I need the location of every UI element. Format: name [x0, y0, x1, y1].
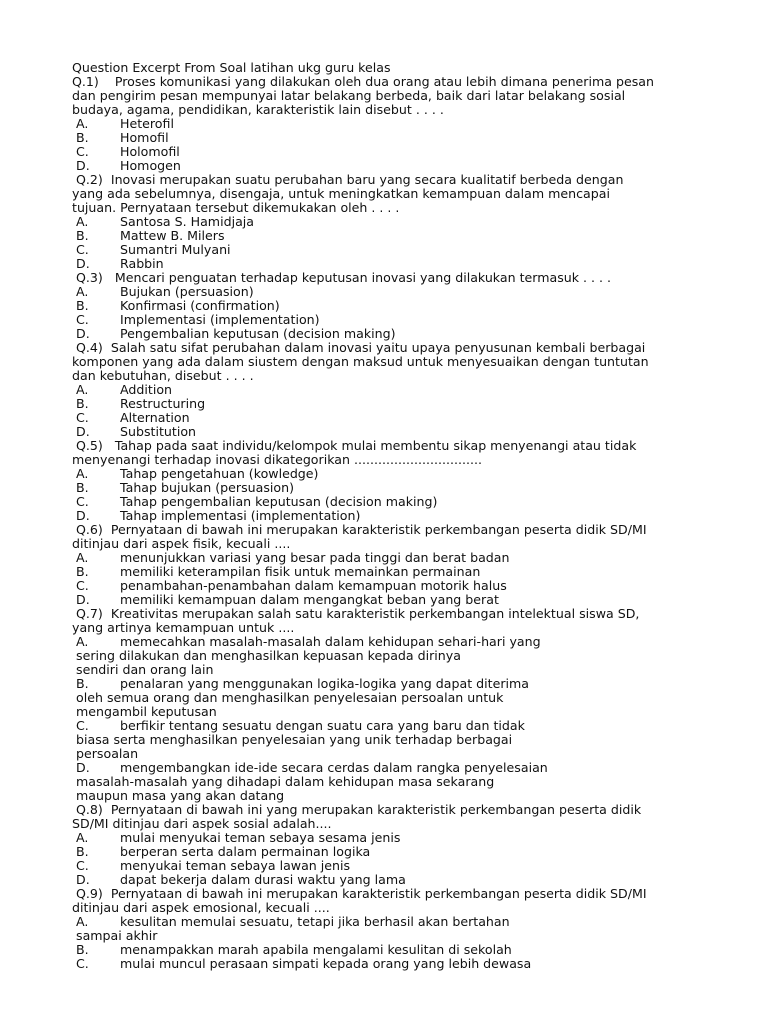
option-continuation-line: oleh semua orang dan menghasilkan penyelesaian persoalan untuk [72, 690, 504, 705]
answer-option [72, 481, 722, 495]
option-text: memiliki keterampilan fisik untuk memainkan permainan [120, 564, 481, 579]
option-letter: D. [76, 256, 90, 271]
question-text-line: Q.2) Inovasi merupakan suatu perubahan baru yang secara kualitatif berbeda dengan [72, 172, 624, 187]
option-letter: C. [76, 494, 89, 509]
question-block [72, 439, 722, 523]
answer-option [72, 873, 722, 887]
answer-option [72, 117, 722, 131]
option-continuation-line: maupun masa yang akan datang [72, 788, 285, 803]
option-letter: C. [76, 858, 89, 873]
document-title: Question Excerpt From Soal latihan ukg guru kelas [72, 60, 391, 75]
option-text: menunjukkan variasi yang besar pada tinggi dan berat badan [120, 550, 510, 565]
option-letter: A. [76, 634, 89, 649]
option-text: berperan serta dalam permainan logika [120, 844, 371, 859]
option-text: berfikir tentang sesuatu dengan suatu cara yang baru dan tidak [120, 718, 525, 733]
option-text: Konfirmasi (confirmation) [120, 298, 280, 313]
option-continuation-line: masalah-masalah yang dihadapi dalam kehidupan masa sekarang [72, 774, 495, 789]
question-text-line: Q.4) Salah satu sifat perubahan dalam inovasi yaitu upaya penyusunan kembali berbagai [72, 340, 646, 355]
question-block [72, 75, 722, 173]
question-text-line: yang ada sebelumnya, disengaja, untuk meningkatkan kemampuan dalam mencapai [72, 186, 610, 201]
option-letter: A. [76, 284, 89, 299]
option-text: Tahap implementasi (implementation) [120, 508, 361, 523]
question-list [72, 75, 722, 971]
answer-option [72, 131, 722, 145]
option-letter: D. [76, 326, 90, 341]
option-letter: D. [76, 158, 90, 173]
question-block [72, 271, 722, 341]
option-text: Mattew B. Milers [120, 228, 225, 243]
answer-option [72, 159, 722, 173]
option-letter: D. [76, 508, 90, 523]
answer-option [72, 551, 722, 565]
question-text-line: Q.8) Pernyataan di bawah ini yang merupakan karakteristik perkembangan peserta didik [72, 802, 642, 817]
answer-option [72, 243, 722, 257]
option-letter: A. [76, 116, 89, 131]
answer-option [72, 509, 722, 523]
option-text: Alternation [120, 410, 190, 425]
question-block [72, 887, 722, 971]
answer-option [72, 845, 722, 859]
question-text-line: tujuan. Pernyataan tersebut dikemukakan oleh . . . . [72, 200, 400, 215]
option-letter: D. [76, 592, 90, 607]
answer-option [72, 677, 722, 691]
answer-option [72, 425, 722, 439]
answer-option [72, 411, 722, 425]
option-letter: B. [76, 298, 89, 313]
option-text: menampakkan marah apabila mengalami kesulitan di sekolah [120, 942, 512, 957]
option-letter: C. [76, 312, 89, 327]
option-text: Santosa S. Hamidjaja [120, 214, 254, 229]
question-block [72, 523, 722, 607]
answer-option [72, 495, 722, 509]
option-continuation-line: sendiri dan orang lain [72, 662, 214, 677]
question-text-line: Q.9) Pernyataan di bawah ini merupakan karakteristik perkembangan peserta didik SD/MI [72, 886, 647, 901]
question-block [72, 341, 722, 439]
option-text: Rabbin [120, 256, 164, 271]
option-letter: C. [76, 578, 89, 593]
answer-option [72, 257, 722, 271]
option-letter: B. [76, 130, 89, 145]
option-letter: C. [76, 718, 89, 733]
option-letter: C. [76, 242, 89, 257]
answer-option [72, 915, 722, 929]
option-text: penalaran yang menggunakan logika-logika yang dapat diterima [120, 676, 530, 691]
option-text: Holomofil [120, 144, 180, 159]
option-letter: B. [76, 942, 89, 957]
answer-option [72, 593, 722, 607]
question-text-line: ditinjau dari aspek fisik, kecuali .... [72, 536, 291, 551]
question-text-line: Q.7) Kreativitas merupakan salah satu karakteristik perkembangan intelektual siswa SD, [72, 606, 640, 621]
option-text: Pengembalian keputusan (decision making) [120, 326, 396, 341]
answer-option [72, 831, 722, 845]
question-block [72, 607, 722, 803]
answer-option [72, 327, 722, 341]
option-text: Restructuring [120, 396, 206, 411]
option-letter: A. [76, 214, 89, 229]
option-letter: A. [76, 550, 89, 565]
option-text: memecahkan masalah-masalah dalam kehidupan sehari-hari yang [120, 634, 541, 649]
answer-option [72, 467, 722, 481]
question-block [72, 803, 722, 887]
option-letter: A. [76, 466, 89, 481]
option-letter: A. [76, 382, 89, 397]
option-letter: D. [76, 760, 90, 775]
answer-option [72, 719, 722, 733]
question-text-line: komponen yang ada dalam siustem dengan maksud untuk menyesuaikan dengan tuntutan [72, 354, 649, 369]
option-text: Sumantri Mulyani [120, 242, 231, 257]
option-text: memiliki kemampuan dalam mengangkat beban yang berat [120, 592, 499, 607]
option-text: Addition [120, 382, 173, 397]
option-letter: B. [76, 480, 89, 495]
option-continuation-line: biasa serta menghasilkan penyelesaian yang unik terhadap berbagai [72, 732, 513, 747]
question-text-line: menyenangi terhadap inovasi dikategorikan ................................ [72, 452, 483, 467]
option-text: Implementasi (implementation) [120, 312, 320, 327]
answer-option [72, 229, 722, 243]
option-continuation-line: mengambil keputusan [72, 704, 217, 719]
option-continuation-line: sering dilakukan dan menghasilkan kepuasan kepada dirinya [72, 648, 461, 663]
question-text-line: budaya, agama, pendidikan, karakteristik lain disebut . . . . [72, 102, 444, 117]
question-text-line: SD/MI ditinjau dari aspek sosial adalah.... [72, 816, 332, 831]
question-text-line: Q.5) Tahap pada saat individu/kelompok mulai membentu sikap menyenangi atau tidak [72, 438, 637, 453]
answer-option [72, 859, 722, 873]
answer-option [72, 761, 722, 775]
option-letter: C. [76, 144, 89, 159]
option-letter: B. [76, 844, 89, 859]
option-text: kesulitan memulai sesuatu, tetapi jika berhasil akan bertahan [120, 914, 510, 929]
option-text: mengembangkan ide-ide secara cerdas dalam rangka penyelesaian [120, 760, 548, 775]
question-block [72, 173, 722, 271]
question-text-line: dan kebutuhan, disebut . . . . [72, 368, 254, 383]
answer-option [72, 579, 722, 593]
option-letter: B. [76, 228, 89, 243]
option-text: menyukai teman sebaya lawan jenis [120, 858, 351, 873]
question-text-line: Q.6) Pernyataan di bawah ini merupakan karakteristik perkembangan peserta didik SD/MI [72, 522, 647, 537]
option-letter: D. [76, 872, 90, 887]
option-text: Tahap bujukan (persuasion) [120, 480, 295, 495]
option-text: penambahan-penambahan dalam kemampuan motorik halus [120, 578, 507, 593]
option-text: Substitution [120, 424, 197, 439]
question-text-line: dan pengirim pesan mempunyai latar belakang berbeda, baik dari latar belakang sosial [72, 88, 626, 103]
option-text: Tahap pengetahuan (kowledge) [120, 466, 319, 481]
option-letter: A. [76, 830, 89, 845]
answer-option [72, 635, 722, 649]
answer-option [72, 145, 722, 159]
option-text: Heterofil [120, 116, 174, 131]
option-text: mulai muncul perasaan simpati kepada orang yang lebih dewasa [120, 956, 532, 971]
answer-option [72, 313, 722, 327]
document-body [72, 61, 722, 971]
option-text: Homofil [120, 130, 169, 145]
option-text: mulai menyukai teman sebaya sesama jenis [120, 830, 401, 845]
option-letter: B. [76, 564, 89, 579]
answer-option [72, 397, 722, 411]
option-continuation-line: sampai akhir [72, 928, 158, 943]
option-text: dapat bekerja dalam durasi waktu yang lama [120, 872, 406, 887]
answer-option [72, 215, 722, 229]
question-text-line: ditinjau dari aspek emosional, kecuali .... [72, 900, 330, 915]
option-text: Bujukan (persuasion) [120, 284, 254, 299]
question-text-line: Q.1) Proses komunikasi yang dilakukan oleh dua orang atau lebih dimana penerima pesan [72, 74, 654, 89]
option-continuation-line: persoalan [72, 746, 139, 761]
answer-option [72, 565, 722, 579]
option-letter: C. [76, 956, 89, 971]
option-text: Tahap pengembalian keputusan (decision making) [120, 494, 438, 509]
option-letter: C. [76, 410, 89, 425]
option-text: Homogen [120, 158, 181, 173]
answer-option [72, 943, 722, 957]
answer-option [72, 957, 722, 971]
option-letter: A. [76, 914, 89, 929]
option-letter: B. [76, 396, 89, 411]
answer-option [72, 299, 722, 313]
question-text-line: yang artinya kemampuan untuk .... [72, 620, 295, 635]
answer-option [72, 383, 722, 397]
question-text-line: Q.3) Mencari penguatan terhadap keputusan inovasi yang dilakukan termasuk . . . . [72, 270, 612, 285]
option-letter: B. [76, 676, 89, 691]
option-letter: D. [76, 424, 90, 439]
answer-option [72, 285, 722, 299]
